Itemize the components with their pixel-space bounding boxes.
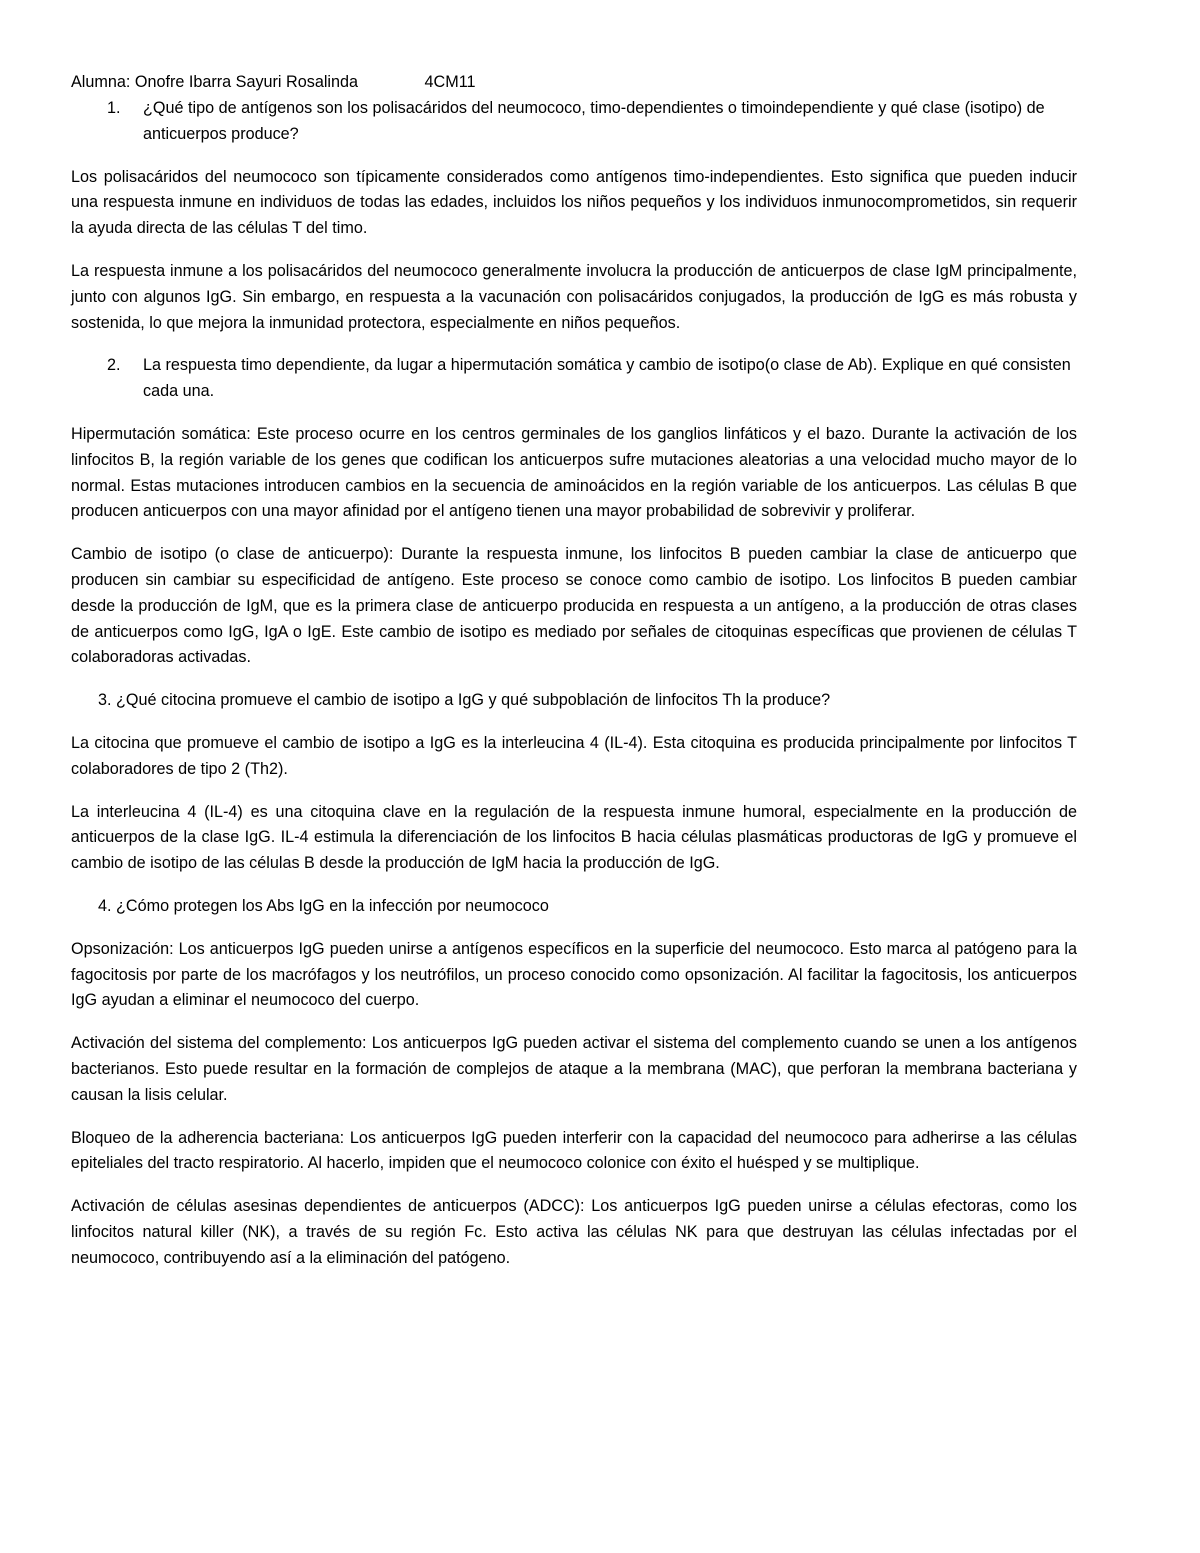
student-name: Alumna: Onofre Ibarra Sayuri Rosalinda xyxy=(71,73,359,91)
question-4 xyxy=(71,894,1077,920)
answer-paragraph: Hipermutación somática: Este proceso ocurre en los centros germinales de los ganglios linfáticos y el bazo. Durante la activación de los linfocitos B, la región variable de los genes que codifican los anticuerpos sufre mutaciones aleatorias a una velocidad mucho mayor de lo normal. Estas mutaciones introducen cambios en la secuencia de aminoácidos en la región variable de los anticuerpos. Las células B que producen anticuerpos con una mayor afinidad por el antígeno tienen una mayor probabilidad de sobrevivir y proliferar. xyxy=(71,424,1077,521)
question-number: 1. xyxy=(107,99,121,117)
answer-paragraph: Cambio de isotipo (o clase de anticuerpo): Durante la respuesta inmune, los linfocitos B pueden cambiar la clase de anticuerpo que producen sin cambiar su especificidad de antígeno. Este proceso se conoce como cambio de isotipo. Los linfocitos B pueden cambiar desde la producción de IgM, que es la primera clase de anticuerpo producida en respuesta a un antígeno, a la producción de otras clases de anticuerpos como IgG, IgA o IgE. Este cambio de isotipo es mediado por señales de citoquinas específicas que provienen de células T colaboradoras activadas. xyxy=(71,545,1077,667)
group-code: 4CM11 xyxy=(424,73,476,91)
question-number: 3. xyxy=(98,691,112,710)
question-2 xyxy=(71,353,1077,405)
question-text: ¿Qué citocina promueve el cambio de isotipo a IgG y qué subpoblación de linfocitos Th la produce? xyxy=(116,691,831,710)
question-number: 2. xyxy=(107,356,121,375)
question-3 xyxy=(71,688,1077,714)
answer-paragraph: Activación del sistema del complemento: Los anticuerpos IgG pueden activar el sistema del complemento cuando se unen a los antígenos bacterianos. Esto puede resultar en la formación de complejos de ataque a la membrana (MAC), que perforan la membrana bacteriana y causan la lisis celular. xyxy=(71,1034,1077,1104)
question-text: La respuesta timo dependiente, da lugar a hipermutación somática y cambio de isotipo(o clase de Ab). Explique en qué consisten cada una. xyxy=(143,356,1071,401)
question-text: ¿Cómo protegen los Abs IgG en la infección por neumococo xyxy=(116,896,549,915)
answer-paragraph: La citocina que promueve el cambio de isotipo a IgG es la interleucina 4 (IL-4). Esta citoquina es producida principalmente por linfocitos T colaboradores de tipo 2 (Th2). xyxy=(71,733,1077,778)
answer-paragraph: Activación de células asesinas dependientes de anticuerpos (ADCC): Los anticuerpos IgG pueden unirse a células efectoras, como los linfocitos natural killer (NK), a través de su región Fc. Esto activa las células NK para que destruyan las células infectadas por el neumococo, contribuyendo así a la eliminación del patógeno. xyxy=(71,1197,1077,1267)
answer-paragraph: Opsonización: Los anticuerpos IgG pueden unirse a antígenos específicos en la superficie del neumococo. Esto marca al patógeno para la fagocitosis por parte de los macrófagos y los neutrófilos, un proceso conocido como opsonización. Al facilitar la fagocitosis, los anticuerpos IgG ayudan a eliminar el neumococo del cuerpo. xyxy=(71,939,1077,1010)
question-1 xyxy=(71,96,1077,148)
question-number: 4. xyxy=(98,896,112,915)
answer-paragraph: Los polisacáridos del neumococo son típicamente considerados como antígenos timo-independientes. Esto significa que pueden inducir una respuesta inmune en individuos de todas las edades, incluidos los niños pequeños y los individuos inmunocomprometidos, sin requerir la ayuda directa de las células T del timo. xyxy=(71,167,1077,238)
answer-paragraph: La interleucina 4 (IL-4) es una citoquina clave en la regulación de la respuesta inmune humoral, especialmente en la producción de anticuerpos de la clase IgG. IL-4 estimula la diferenciación de los linfocitos B hacia células plasmáticas productoras de IgG y promueve el cambio de isotipo de las células B desde la producción de IgM hacia la producción de IgG. xyxy=(71,802,1077,873)
answer-paragraph: Bloqueo de la adherencia bacteriana: Los anticuerpos IgG pueden interferir con la capacidad del neumococo para adherirse a las células epiteliales del tracto respiratorio. Al hacerlo, impiden que el neumococo colonice con éxito el huésped y se multiplique. xyxy=(71,1128,1077,1173)
answer-paragraph: La respuesta inmune a los polisacáridos del neumococo generalmente involucra la producción de anticuerpos de clase IgM principalmente, junto con algunos IgG. Sin embargo, en respuesta a la vacunación con polisacáridos conjugados, la producción de IgG es más robusta y sostenida, lo que mejora la inmunidad protectora, especialmente en niños pequeños. xyxy=(71,261,1077,332)
question-text: ¿Qué tipo de antígenos son los polisacáridos del neumococo, timo-dependientes o timoindependiente y qué clase (isotipo) de anticuerpos produce? xyxy=(143,99,1045,143)
header-line xyxy=(71,70,1077,96)
document-page xyxy=(71,70,1077,1271)
